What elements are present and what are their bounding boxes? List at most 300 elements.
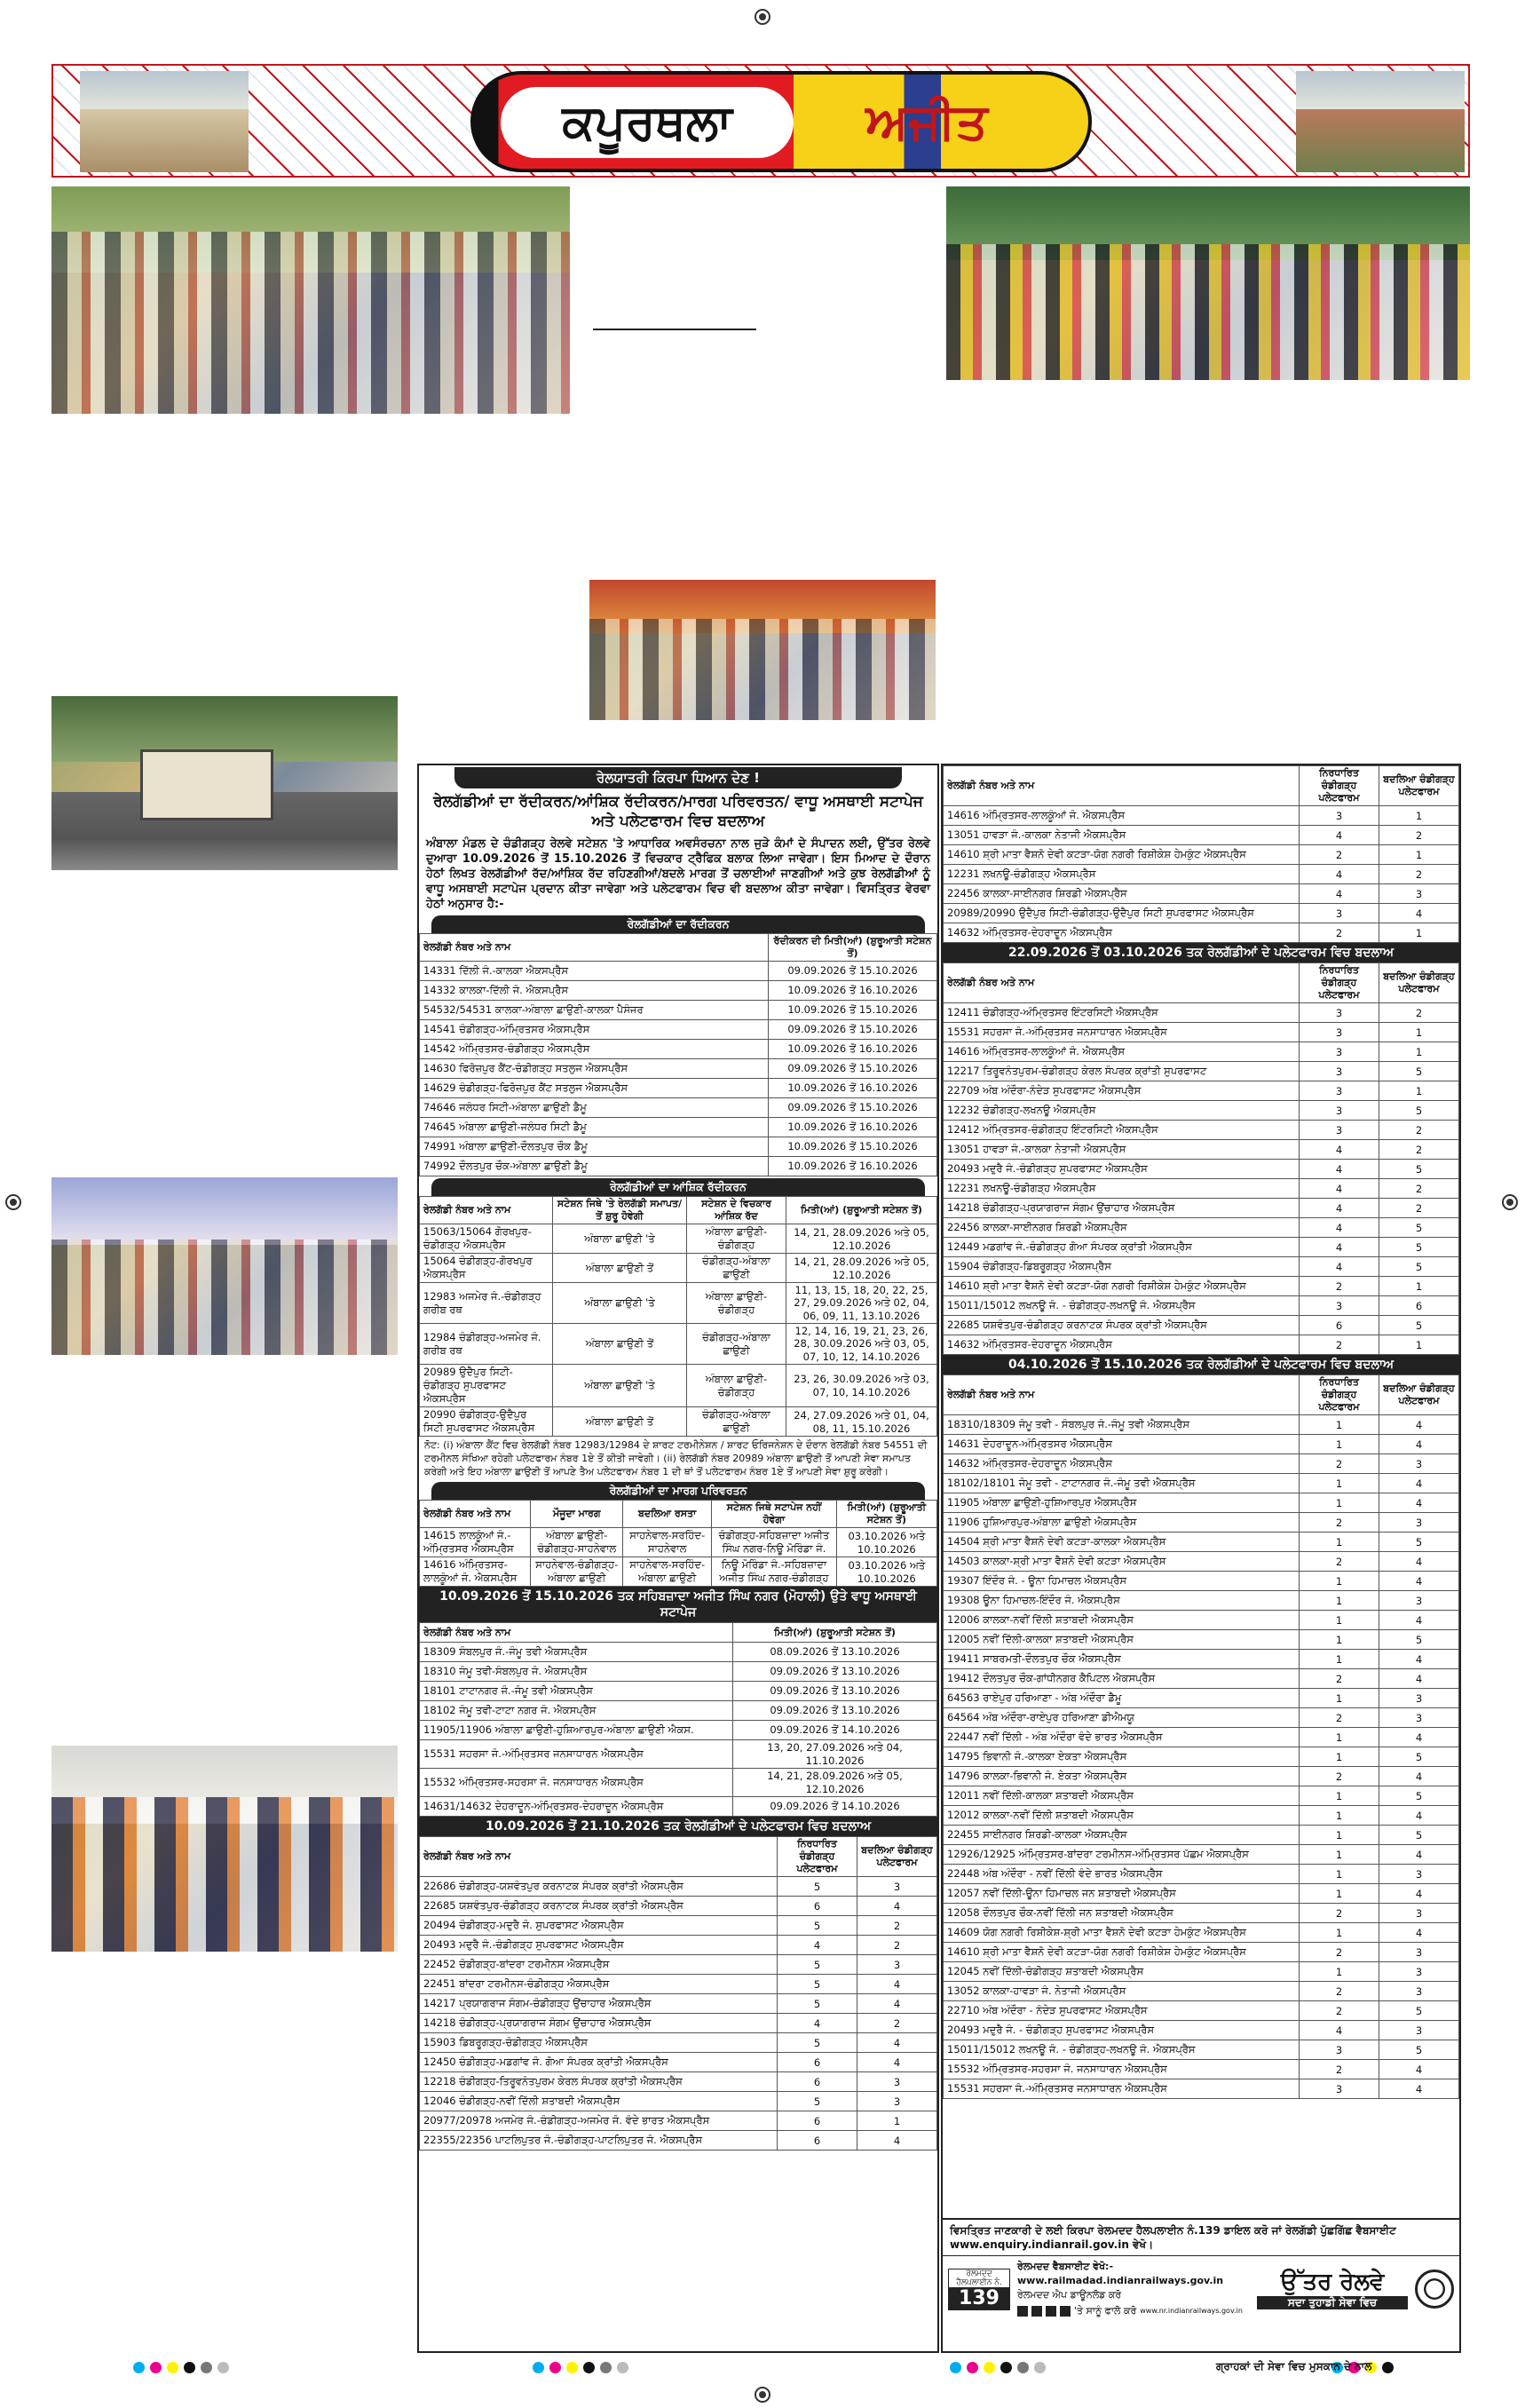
plat3-cell: 3 — [1300, 2079, 1379, 2099]
plat3-cell: 18310/18309 ਜੰਮੂ ਤਵੀ - ਸੰਬਲਪੁਰ ਜੰ.-ਜੰਮੂ ਤਵੀ ਐਕਸਪ੍ਰੈਸ — [944, 1415, 1300, 1435]
plat3-row — [944, 2001, 1459, 2021]
notice-subtitle: ਰੇਲਗੱਡੀਆਂ ਦਾ ਰੱਦੀਕਰਨ/ਆਂਸ਼ਿਕ ਰੱਦੀਕਰਨ/ਮਾਰਗ ਪਰਿਵਰਤਨ/ ਵਾਧੂ ਅਸਥਾਈ ਸਟਾਪੇਜ ਅਤੇ ਪਲੇਟਫਾਰਮ ਵਿਚ ਬਦਲਾਅ — [433, 793, 923, 830]
cancel-row — [420, 1079, 937, 1098]
plat3-row — [944, 1591, 1459, 1611]
indian-railways-logo — [1415, 2269, 1454, 2309]
cancel-cell: 14331 ਦਿੱਲੀ ਜੰ.-ਕਾਲਕਾ ਐਕਸਪ੍ਰੈਸ — [420, 962, 769, 981]
plat3-cell: 12057 ਨਵੀਂ ਦਿੱਲੀ-ਊਨਾ ਹਿਮਾਚਲ ਜਨ ਸ਼ਤਾਬਦੀ ਐਕਸਪ੍ਰੈਸ — [944, 1884, 1300, 1904]
photo-wrestling-event — [51, 186, 570, 414]
plat2-cell: 2 — [1300, 1277, 1379, 1296]
cancel-cell: 10.09.2026 ਤੋਂ 16.10.2026 — [769, 1118, 937, 1137]
cancel-cell: 09.09.2026 ਤੋਂ 15.10.2026 — [769, 1059, 937, 1079]
stop-row — [420, 1643, 937, 1662]
truck-shape — [140, 749, 273, 820]
divert-table — [419, 1500, 937, 1587]
app-download-label: ਰੇਲਮਦਦ ਐਪ ਡਾਊਨਲੋਡ ਕਰੋ — [1017, 2289, 1122, 2301]
plat2-cell: 20493 ਮਦੁਰੈ ਜੰ.-ਚੰਡੀਗੜ੍ਹ ਸੁਪਰਫਾਸਟ ਐਕਸਪ੍ਰੈਸ — [944, 1160, 1300, 1179]
plat3-cell: 4 — [1379, 1572, 1459, 1591]
cancel-row — [420, 1001, 937, 1020]
plat3-row — [944, 1826, 1459, 1845]
plat2-row — [944, 1218, 1459, 1238]
divert-row — [420, 1557, 937, 1587]
cancel-cell: 74991 ਅੰਬਾਲਾ ਛਾਉਣੀ-ਦੌਲਤਪੁਰ ਚੌਕ ਡੈਮੂ — [420, 1137, 769, 1157]
plat3-cell: 4 — [1379, 1767, 1459, 1786]
cancel-row — [420, 1118, 937, 1137]
plat2-col-train: ਰੇਲਗੱਡੀ ਨੰਬਰ ਅਤੇ ਨਾਮ — [944, 963, 1300, 1003]
plat3-cell: 19307 ਇੰਦੌਰ ਜੰ. - ਊਨਾ ਹਿਮਾਚਲ ਐਕਸਪ੍ਰੈਸ — [944, 1572, 1300, 1591]
cancel-cell: 74992 ਦੌਲਤਪੁਰ ਚੌਕ-ਅੰਬਾਲਾ ਛਾਉਣੀ ਡੈਮੂ — [420, 1157, 769, 1176]
plat2-cell: 1 — [1379, 1277, 1459, 1296]
plat2-cell: 12412 ਅੰਮ੍ਰਿਤਸਰ-ਚੰਡੀਗੜ੍ਹ ਇੰਟਰਸਿਟੀ ਐਕਸਪ੍ਰੈਸ — [944, 1121, 1300, 1140]
plat1-col-scheduled: ਨਿਰਧਾਰਿਤ ਚੰਡੀਗੜ੍ਹ ਪਲੇਟਫਾਰਮ — [778, 1837, 857, 1877]
photo-truck-road — [51, 696, 398, 870]
partial-cell: 14, 21, 28.09.2026 ਅਤੇ 05, 12.10.2026 — [786, 1254, 937, 1283]
plat3-cell: 14796 ਕਾਲਕਾ-ਭਿਵਾਨੀ ਜੰ. ਏਕਤਾ ਐਕਸਪ੍ਰੈਸ — [944, 1767, 1300, 1786]
cancel-cell: 10.09.2026 ਤੋਂ 16.10.2026 — [769, 1040, 937, 1059]
plat2-row — [944, 1003, 1459, 1023]
plat2-cell: 5 — [1379, 1238, 1459, 1257]
plat3-row — [944, 1689, 1459, 1708]
plat1-row — [420, 2072, 937, 2092]
plat3-cell: 1 — [1300, 1865, 1379, 1884]
plat3-cell: 4 — [1379, 2060, 1459, 2079]
photo-group-event — [589, 580, 936, 720]
plat3-cell: 4 — [1379, 2079, 1459, 2099]
plat1-cell: 5 — [778, 2033, 857, 2053]
plat2-cell: 1 — [1379, 1081, 1459, 1101]
plat2-cell: 5 — [1379, 1218, 1459, 1238]
plat2-cell: 22685 ਯਸ਼ਵੰਤਪੁਰ-ਚੰਡੀਗੜ੍ਹ ਕਰਨਾਟਕ ਸੰਪਰਕ ਕ੍ਰਾਂਤੀ ਐਕਸਪ੍ਰੈਸ — [944, 1316, 1300, 1335]
plat3-cell: 2 — [1300, 2060, 1379, 2079]
plat1-cell: 4 — [857, 2033, 937, 2053]
plat3-row — [944, 1572, 1459, 1591]
plat0-cell: 14610 ਸ਼੍ਰੀ ਮਾਤਾ ਵੈਸ਼ਨੋ ਦੇਵੀ ਕਟੜਾ-ਯੋਗ ਨਗਰੀ ਰਿਸ਼ੀਕੇਸ਼ ਹੇਮਕੁੰਟ ਐਕਸਪ੍ਰੈਸ — [944, 845, 1300, 865]
plat0-cell: 1 — [1379, 845, 1459, 865]
plat1-cell: 14218 ਚੰਡੀਗੜ੍ਹ-ਪ੍ਰਯਾਗਰਾਜ ਸੰਗਮ ਉਂਚਾਹਾਰ ਐਕਸਪ੍ਰੈਸ — [420, 2014, 778, 2033]
plat3-cell: 1 — [1300, 1786, 1379, 1806]
plat3-cell: 3 — [1379, 1982, 1459, 2001]
plat3-cell: 14609 ਯੋਗ ਨਗਰੀ ਰਿਸ਼ੀਕੇਸ਼-ਸ਼੍ਰੀ ਮਾਤਾ ਵੈਸ਼ਨੋ ਦੇਵੀ ਕਟੜਾ ਹੇਮਕੁੰਟ ਐਕਸਪ੍ਰੈਸ — [944, 1923, 1300, 1943]
plat2-cell: 2 — [1379, 1199, 1459, 1218]
divert-cell: 14615 ਲਾਲਕੂੰਆਂ ਜੰ.-ਅੰਮ੍ਰਿਤਸਰ ਐਕਸਪ੍ਰੈਸ — [420, 1528, 531, 1557]
cancel-cell: 10.09.2026 ਤੋਂ 16.10.2026 — [769, 1079, 937, 1098]
masthead-palace-photo — [80, 71, 249, 172]
registration-mark-bottom — [755, 2387, 770, 2403]
plat3-cell: 19411 ਸਾਬਰਮਤੀ-ਦੌਲਤਪੁਰ ਚੌਕ ਐਕਸਪ੍ਰੈਸ — [944, 1650, 1300, 1669]
cancel-cell: 54532/54531 ਕਾਲਕਾ-ਅੰਬਾਲਾ ਛਾਉਣੀ-ਕਾਲਕਾ ਪੈਸੰਜਰ — [420, 1001, 769, 1020]
plat3-row — [944, 1806, 1459, 1826]
cancel-cell: 14629 ਚੰਡੀਗੜ੍ਹ-ਫਿਰੋਜ਼ਪੁਰ ਕੈਂਟ ਸਤਲੁਜ ਐਕਸਪ੍ਰੈਸ — [420, 1079, 769, 1098]
plat3-cell: 2 — [1300, 1552, 1379, 1572]
masthead-title-left: ਕਪੂਰਥਲਾ — [501, 87, 794, 158]
plat2-cell: 15531 ਸਹਰਸਾ ਜੰ.-ਅੰਮ੍ਰਿਤਸਰ ਜਨਸਾਧਾਰਨ ਐਕਸਪ੍ਰੈਸ — [944, 1023, 1300, 1042]
plat2-cell: 5 — [1379, 1062, 1459, 1081]
plat3-cell: 3 — [1379, 1943, 1459, 1962]
plat3-row — [944, 1435, 1459, 1454]
plat3-row — [944, 1786, 1459, 1806]
cancel-row — [420, 981, 937, 1001]
plat2-table — [943, 962, 1459, 1355]
railway-notice-left — [417, 764, 939, 2353]
plat3-cell: 1 — [1300, 1689, 1379, 1708]
stop-cell: 09.09.2026 ਤੋਂ 13.10.2026 — [733, 1701, 937, 1721]
plat3-cell: 1 — [1300, 1474, 1379, 1493]
plat2-cell: 12232 ਚੰਡੀਗੜ੍ਹ-ਲਖਨਊ ਐਕਸਪ੍ਰੈਸ — [944, 1101, 1300, 1121]
partial-row — [420, 1283, 937, 1324]
cancel-cell: 10.09.2026 ਤੋਂ 15.10.2026 — [769, 1137, 937, 1157]
cancel-cell: 14332 ਕਾਲਕਾ-ਦਿੱਲੀ ਜੰ. ਐਕਸਪ੍ਰੈਸ — [420, 981, 769, 1001]
plat3-cell: 5 — [1379, 1826, 1459, 1845]
notice-intro: ਅੰਬਾਲਾ ਮੰਡਲ ਦੇ ਚੰਡੀਗੜ੍ਹ ਰੇਲਵੇ ਸਟੇਸ਼ਨ 'ਤੇ ਆਧਾਰਿਕ ਅਵਸੰਰਚਨਾ ਨਾਲ ਜੁੜੇ ਕੰਮਾਂ ਦੇ ਸੰਪਾਦਨ ਲਈ, ਉੱਤਰ ਰੇਲਵੇ ਦੁਆਰਾ 10.09.2026 ਤੋਂ 15.10.2026 ਤੋਂ ਵਿਚਕਾਰ ਟ੍ਰੈਫਿਕ ਬਲਾਕ ਲਿਆ ਜਾਵੇਗਾ। ਇਸ ਮਿਆਦ ਦੇ ਦੌਰਾਨ ਹੇਠਾਂ ਲਿਖਤ ਰੇਲਗੱਡੀਆਂ ਰੱਦ/ਆਂਸ਼ਿਕ ਰੱਦ ਰਹਿਣਗੀਆਂ/ਬਦਲੇ ਮਾਰਗ ਤੋਂ ਚਲਾਈਆਂ ਜਾਣਗੀਆਂ ਅਤੇ ਕੁਝ ਰੇਲਗੱਡੀਆਂ ਨੂੰ ਵਾਧੂ ਅਸਥਾਈ ਸਟਾਪੇਜ ਪ੍ਰਦਾਨ ਕੀਤਾ ਜਾਵੇਗਾ ਅਤੇ ਪਲੇਟਫਾਰਮ ਵਿਚ ਵੀ ਬਦਲਾਅ ਕੀਤਾ ਜਾਵੇਗਾ। ਵਿਸਤ੍ਰਿਤ ਵੇਰਵਾ ਹੇਠਾਂ ਅਨੁਸਾਰ ਹੈ:- — [426, 837, 930, 911]
plat3-row — [944, 1454, 1459, 1474]
partial-row — [420, 1365, 937, 1407]
partial-row — [420, 1324, 937, 1365]
plat1-cell: 2 — [857, 2014, 937, 2033]
plat2-cell: 2 — [1379, 1003, 1459, 1023]
plat2-row — [944, 1121, 1459, 1140]
plat3-row — [944, 1630, 1459, 1650]
cancel-cell: 09.09.2026 ਤੋਂ 15.10.2026 — [769, 1098, 937, 1118]
cancel-cell: 14541 ਚੰਡੀਗੜ੍ਹ-ਅੰਮ੍ਰਿਤਸਰ ਐਕਸਪ੍ਰੈਸ — [420, 1020, 769, 1040]
plat1-cell: 4 — [857, 1897, 937, 1916]
plat0-col-train: ਰੇਲਗੱਡੀ ਨੰਬਰ ਅਤੇ ਨਾਮ — [944, 766, 1300, 806]
plat3-cell: 4 — [1379, 1474, 1459, 1493]
plat1-cell: 1 — [857, 2111, 937, 2131]
plat3-cell: 1 — [1300, 1435, 1379, 1454]
plat2-cell: 2 — [1300, 1335, 1379, 1355]
cancel-cell: 09.09.2026 ਤੋਂ 15.10.2026 — [769, 1020, 937, 1040]
plat0-row — [944, 923, 1459, 943]
plat2-row — [944, 1042, 1459, 1062]
divert-cell: 03.10.2026 ਅਤੇ 10.10.2026 — [836, 1557, 936, 1587]
plat1-row — [420, 1916, 937, 1936]
plat3-cell: 12045 ਨਵੀਂ ਦਿੱਲੀ-ਚੰਡੀਗੜ੍ਹ ਸ਼ਤਾਬਦੀ ਐਕਸਪ੍ਰੈਸ — [944, 1962, 1300, 1982]
plat2-cell: 12217 ਤਿਰੂਵਨੰਤਪੁਰਮ-ਚੰਡੀਗੜ੍ਹ ਕੇਰਲ ਸੰਪਰਕ ਕ੍ਰਾਂਤੀ ਸੁਪਰਫਾਸਟ — [944, 1062, 1300, 1081]
partial-col-station: ਸਟੇਸ਼ਨ ਜਿਥੇ 'ਤੇ ਰੇਲਗੱਡੀ ਸਮਾਪਤ/ਤੋਂ ਸ਼ੁਰੂ ਹੋਵੇਗੀ — [553, 1197, 687, 1224]
stop-row — [420, 1682, 937, 1701]
stop-cell: 14, 21, 28.09.2026 ਅਤੇ 05, 12.10.2026 — [733, 1769, 937, 1797]
plat3-cell: 14631 ਦੇਹਰਾਦੂਨ-ਅੰਮ੍ਰਿਤਸਰ ਐਕਸਪ੍ਰੈਸ — [944, 1435, 1300, 1454]
plat2-cell: 3 — [1300, 1023, 1379, 1042]
cancel-cell: 10.09.2026 ਤੋਂ 15.10.2026 — [769, 1001, 937, 1020]
partial-cell: 11, 13, 15, 18, 20, 22, 25, 27, 29.09.2026 ਅਤੇ 02, 04, 06, 09, 11, 13.10.2026 — [786, 1283, 937, 1324]
cancel-col-train: ਰੇਲਗੱਡੀ ਨੰਬਰ ਅਤੇ ਨਾਮ — [420, 934, 769, 962]
plat1-cell: 5 — [778, 1975, 857, 1994]
partial-table — [419, 1196, 937, 1437]
plat2-cell: 4 — [1300, 1140, 1379, 1160]
plat3-cell: 12011 ਨਵੀਂ ਦਿੱਲੀ-ਕਾਲਕਾ ਸ਼ਤਾਬਦੀ ਐਕਸਪ੍ਰੈਸ — [944, 1786, 1300, 1806]
stop-cell: 09.09.2026 ਤੋਂ 14.10.2026 — [733, 1721, 937, 1740]
plat1-cell: 2 — [857, 1936, 937, 1955]
plat3-cell: 3 — [1379, 1513, 1459, 1533]
plat2-cell: 5 — [1379, 1101, 1459, 1121]
divert-col-train: ਰੇਲਗੱਡੀ ਨੰਬਰ ਅਤੇ ਨਾਮ — [420, 1501, 531, 1528]
plat3-row — [944, 1552, 1459, 1572]
plat1-row — [420, 2053, 937, 2072]
stop-row — [420, 1721, 937, 1740]
website-label: ਰੇਲਮਦਦ ਵੈਬਸਾਈਟ ਵੇਖੋ:- — [1017, 2261, 1114, 2272]
plat3-cell: 15532 ਅੰਮ੍ਰਿਤਸਰ-ਸਹਰਸਾ ਜੰ. ਜਨਸਾਧਾਰਨ ਐਕਸਪ੍ਰੈਸ — [944, 2060, 1300, 2079]
plat1-row — [420, 2131, 937, 2151]
plat0-cell: 14632 ਅੰਮ੍ਰਿਤਸਰ-ਦੇਹਰਾਦੂਨ ਐਕਸਪ੍ਰੈਸ — [944, 923, 1300, 943]
plat3-cell: 4 — [1379, 1669, 1459, 1689]
plat1-cell: 22685 ਯਸ਼ਵੰਤਪੁਰ-ਚੰਡੀਗੜ੍ਹ ਕਰਨਾਟਕ ਸੰਪਰਕ ਕ੍ਰਾਂਤੀ ਐਕਸਪ੍ਰੈਸ — [420, 1897, 778, 1916]
plat3-col-changed: ਬਦਲਿਆ ਚੰਡੀਗੜ੍ਹ ਪਲੇਟਫਾਰਮ — [1379, 1375, 1459, 1415]
stop-cell: 09.09.2026 ਤੋਂ 13.10.2026 — [733, 1662, 937, 1682]
partial-cell: ਅੰਬਾਲਾ ਛਾਉਣੀ 'ਤੇ — [553, 1365, 687, 1407]
plat3-cell: 2 — [1300, 1513, 1379, 1533]
partial-cell: 12, 14, 16, 19, 21, 23, 26, 28, 30.09.2026 ਅਤੇ 03, 05, 07, 10, 12, 14.10.2026 — [786, 1324, 937, 1365]
notice-footer — [943, 2218, 1459, 2351]
plat1-cell: 22451 ਬਾਂਦਰਾ ਟਰਮੀਨਸ-ਚੰਡੀਗੜ੍ਹ ਐਕਸਪ੍ਰੈਸ — [420, 1975, 778, 1994]
stop-cell: 09.09.2026 ਤੋਂ 13.10.2026 — [733, 1682, 937, 1701]
social-icons — [1017, 2306, 1071, 2317]
plat2-cell: 3 — [1300, 1101, 1379, 1121]
plat2-cell: 2 — [1379, 1140, 1459, 1160]
plat0-row — [944, 826, 1459, 845]
plat3-cell: 13052 ਕਾਲਕਾ-ਹਾਵੜਾ ਜੰ. ਨੇਤਾਜੀ ਐਕਸਪ੍ਰੈਸ — [944, 1982, 1300, 2001]
stop-cell: 09.09.2026 ਤੋਂ 14.10.2026 — [733, 1797, 937, 1817]
plat3-row — [944, 2060, 1459, 2079]
plat1-cell: 20493 ਮਦੁਰੈ ਜੰ.-ਚੰਡੀਗੜ੍ਹ ਸੁਪਰਫਾਸਟ ਐਕਸਪ੍ਰੈਸ — [420, 1936, 778, 1955]
stop-cell: 13, 20, 27.09.2026 ਅਤੇ 04, 11.10.2026 — [733, 1740, 937, 1769]
plat1-cell: 12218 ਚੰਡੀਗੜ੍ਹ-ਤਿਰੂਵਨੰਤਪੁਰਮ ਕੇਰਲ ਸੰਪਰਕ ਕ੍ਰਾਂਤੀ ਐਕਸਪ੍ਰੈਸ — [420, 2072, 778, 2092]
plat3-cell: 3 — [1379, 1904, 1459, 1923]
plat3-row — [944, 1728, 1459, 1747]
plat1-cell: 4 — [778, 2014, 857, 2033]
partial-row — [420, 1407, 937, 1437]
photo-sports-team — [946, 186, 1470, 380]
plat2-cell: 22456 ਕਾਲਕਾ-ਸਾਈਨਗਰ ਸ਼ਿਰਡੀ ਐਕਸਪ੍ਰੈਸ — [944, 1218, 1300, 1238]
plat2-row — [944, 1179, 1459, 1199]
plat3-col-scheduled: ਨਿਰਧਾਰਿਤ ਚੰਡੀਗੜ੍ਹ ਪਲੇਟਫਾਰਮ — [1300, 1375, 1379, 1415]
stop-cell: 15532 ਅੰਮ੍ਰਿਤਸਰ-ਸਹਰਸਾ ਜੰ. ਜਨਸਾਧਾਰਨ ਐਕਸਪ੍ਰੈਸ — [420, 1769, 733, 1797]
plat3-table — [943, 1374, 1459, 2099]
stop-row — [420, 1701, 937, 1721]
cancel-row — [420, 1137, 937, 1157]
plat3-row — [944, 1884, 1459, 1904]
partial-cell: ਅੰਬਾਲਾ ਛਾਉਣੀ 'ਤੇ — [553, 1224, 687, 1254]
stop-cell: 15531 ਸਹਰਸਾ ਜੰ.-ਅੰਮ੍ਰਿਤਸਰ ਜਨਸਾਧਾਰਨ ਐਕਸਪ੍ਰੈਸ — [420, 1740, 733, 1769]
plat2-cell: 3 — [1300, 1121, 1379, 1140]
plat1-cell: 12450 ਚੰਡੀਗੜ੍ਹ-ਮਡਗਾਂਵ ਜੰ. ਗੋਆ ਸੰਪਰਕ ਕ੍ਰਾਂਤੀ ਐਕਸਪ੍ਰੈਸ — [420, 2053, 778, 2072]
plat3-cell: 1 — [1300, 1806, 1379, 1826]
plat3-cell: 5 — [1379, 2040, 1459, 2060]
color-bar-middle — [533, 2362, 628, 2373]
cancel-row — [420, 1059, 937, 1079]
plat3-cell: 4 — [1379, 1650, 1459, 1669]
brand-tagline: ਸਦਾ ਤੁਹਾਡੀ ਸੇਵਾ ਵਿਚ — [1257, 2296, 1408, 2309]
plat0-cell: 4 — [1300, 884, 1379, 904]
plat2-cell: 14610 ਸ਼੍ਰੀ ਮਾਤਾ ਵੈਸ਼ਨੋ ਦੇਵੀ ਕਟੜਾ-ਯੋਗ ਨਗਰੀ ਰਿਸ਼ੀਕੇਸ਼ ਹੇਮਕੁੰਟ ਐਕਸਪ੍ਰੈਸ — [944, 1277, 1300, 1296]
stop-cell: 18102 ਜੰਮੂ ਤਵੀ-ਟਾਟਾ ਨਗਰ ਜੰ. ਐਕਸਪ੍ਰੈਸ — [420, 1701, 733, 1721]
plat2-cell: 14218 ਚੰਡੀਗੜ੍ਹ-ਪ੍ਰਯਾਗਰਾਜ ਸੰਗਮ ਉਂਚਾਹਾਰ ਐਕਸਪ੍ਰੈਸ — [944, 1199, 1300, 1218]
plat2-row — [944, 1316, 1459, 1335]
plat1-row — [420, 1936, 937, 1955]
plat3-cell: 22448 ਅੰਬ ਅੰਦੌਰਾ - ਨਵੀਂ ਦਿੱਲੀ ਵੰਦੇ ਭਾਰਤ ਐਕਸਪ੍ਰੈਸ — [944, 1865, 1300, 1884]
plat3-cell: 1 — [1300, 1923, 1379, 1943]
plat1-cell: 20977/20978 ਅਜਮੇਰ ਜੰ.-ਚੰਡੀਗੜ੍ਹ-ਅਜਮੇਰ ਜੰ. ਵੰਦੇ ਭਾਰਤ ਐਕਸਪ੍ਰੈਸ — [420, 2111, 778, 2131]
plat3-row — [944, 2021, 1459, 2040]
plat3-cell: 1 — [1300, 1747, 1379, 1767]
plat3-cell: 4 — [1379, 1611, 1459, 1630]
stop-cell: 18309 ਸੰਬਲਪੁਰ ਜੰ.-ਜੰਮੂ ਤਵੀ ਐਕਸਪ੍ਰੈਸ — [420, 1643, 733, 1662]
plat1-cell: 12046 ਚੰਡੀਗੜ੍ਹ-ਨਵੀਂ ਦਿੱਲੀ ਸ਼ਤਾਬਦੀ ਐਕਸਪ੍ਰੈਸ — [420, 2092, 778, 2111]
plat3-cell: 5 — [1379, 1630, 1459, 1650]
plat3-cell: 19412 ਦੌਲਤਪੁਰ ਚੌਕ-ਗਾਂਧੀਨਗਰ ਕੈਪਿਟਲ ਐਕਸਪ੍ਰੈਸ — [944, 1669, 1300, 1689]
partial-cell: 24, 27.09.2026 ਅਤੇ 01, 04, 08, 11, 15.10.2026 — [786, 1407, 937, 1437]
plat3-cell: 5 — [1379, 1786, 1459, 1806]
plat0-cell: 12231 ਲਖਨਊ-ਚੰਡੀਗੜ੍ਹ ਐਕਸਪ੍ਰੈਸ — [944, 865, 1300, 884]
plat1-cell: 3 — [857, 1877, 937, 1897]
plat3-row — [944, 1865, 1459, 1884]
plat0-cell: 1 — [1379, 806, 1459, 826]
plat1-col-changed: ਬਦਲਿਆ ਚੰਡੀਗੜ੍ਹ ਪਲੇਟਫਾਰਮ — [857, 1837, 937, 1877]
plat2-row — [944, 1101, 1459, 1121]
plat1-cell: 6 — [778, 2053, 857, 2072]
partial-cell: 12984 ਚੰਡੀਗੜ੍ਹ-ਅਜਮੇਰ ਜੰ. ਗਰੀਬ ਰਥ — [420, 1324, 553, 1365]
plat2-row — [944, 1023, 1459, 1042]
plat3-cell: 3 — [1379, 1708, 1459, 1728]
plat2-row — [944, 1296, 1459, 1316]
plat0-col-changed: ਬਦਲਿਆ ਚੰਡੀਗੜ੍ਹ ਪਲੇਟਫਾਰਮ — [1379, 766, 1459, 806]
masthead-title-right: ਅਜੀਤ — [865, 93, 988, 151]
plat1-cell: 3 — [857, 2072, 937, 2092]
plat0-row — [944, 904, 1459, 923]
stop-row — [420, 1769, 937, 1797]
stop-row — [420, 1740, 937, 1769]
plat3-cell: 2 — [1300, 1943, 1379, 1962]
divert-col-dates: ਮਿਤੀ(ਆਂ) (ਸ਼ੁਰੂਆਤੀ ਸਟੇਸ਼ਨ ਤੋਂ) — [836, 1501, 936, 1528]
plat0-cell: 1 — [1379, 923, 1459, 943]
stop-cell: 11905/11906 ਅੰਬਾਲਾ ਛਾਉਣੀ-ਹੁਸ਼ਿਆਰਪੁਰ-ਅੰਬਾਲਾ ਛਾਉਣੀ ਐਕਸ. — [420, 1721, 733, 1740]
color-bar-left — [133, 2362, 229, 2373]
partial-col-between: ਸਟੇਸ਼ਨ ਦੇ ਵਿਚਕਾਰ ਆਂਸ਼ਿਕ ਰੱਦ — [687, 1197, 786, 1224]
plat3-row — [944, 1845, 1459, 1865]
divert-cell: ਚੰਡੀਗੜ੍ਹ-ਸਹਿਬਜ਼ਾਦਾ ਅਜੀਤ ਸਿੰਘ ਨਗਰ-ਨਿਊ ਮੋਰਿੰਡਾ ਜੰ. — [712, 1528, 836, 1557]
divert-cell: ਅੰਬਾਲਾ ਛਾਉਣੀ-ਚੰਡੀਗੜ੍ਹ-ਸਾਹਨੇਵਾਲ — [531, 1528, 623, 1557]
plat3-row — [944, 1923, 1459, 1943]
plat2-col-changed: ਬਦਲਿਆ ਚੰਡੀਗੜ੍ਹ ਪਲੇਟਫਾਰਮ — [1379, 963, 1459, 1003]
plat3-row — [944, 1669, 1459, 1689]
plat2-cell: 1 — [1379, 1023, 1459, 1042]
plat3-cell: 18102/18101 ਜੰਮੂ ਤਵੀ - ਟਾਟਾਨਗਰ ਜੰ.-ਜੰਮੂ ਤਵੀ ਐਕਸਪ੍ਰੈਸ — [944, 1474, 1300, 1493]
social-follow-text: 'ਤੇ ਸਾਨੂੰ ਫਾਲੋ ਕਰੋ — [1074, 2305, 1137, 2317]
plat3-cell: 1 — [1300, 1591, 1379, 1611]
plat3-cell: 5 — [1379, 1533, 1459, 1552]
plat1-cell: 5 — [778, 1916, 857, 1936]
plat0-cell: 4 — [1300, 865, 1379, 884]
plat3-cell: 4 — [1379, 1728, 1459, 1747]
plat3-row — [944, 1767, 1459, 1786]
plat2-cell: 15904 ਚੰਡੀਗੜ੍ਹ-ਡਿਬਰੂਗੜ੍ਹ ਐਕਸਪ੍ਰੈਸ — [944, 1257, 1300, 1277]
partial-col-dates: ਮਿਤੀ(ਆਂ) (ਸ਼ੁਰੂਆਤੀ ਸਟੇਸ਼ਨ ਤੋਂ) — [786, 1197, 937, 1224]
plat2-cell: 12231 ਲਖਨਊ-ਚੰਡੀਗੜ੍ਹ ਐਕਸਪ੍ਰੈਸ — [944, 1179, 1300, 1199]
partial-row — [420, 1224, 937, 1254]
plat3-row — [944, 1982, 1459, 2001]
plat3-cell: 4 — [1379, 1493, 1459, 1513]
partial-cell: 20989 ਉਦੈਪੁਰ ਸਿਟੀ-ਚੰਡੀਗੜ੍ਹ ਸੁਪਰਫਾਸਟ ਐਕਸਪ੍ਰੈਸ — [420, 1365, 553, 1407]
divert-col-new: ਬਦਲਿਆ ਰਸਤਾ — [623, 1501, 712, 1528]
plat3-cell: 14632 ਅੰਮ੍ਰਿਤਸਰ-ਦੇਹਰਾਦੂਨ ਐਕਸਪ੍ਰੈਸ — [944, 1454, 1300, 1474]
plat1-cell: 6 — [778, 2131, 857, 2151]
photo-award-ceremony — [51, 1746, 398, 1952]
plat2-cell: 5 — [1379, 1160, 1459, 1179]
plat3-cell: 1 — [1300, 1826, 1379, 1845]
plat0-row — [944, 865, 1459, 884]
plat2-cell: 13051 ਹਾਵੜਾ ਜੰ.-ਕਾਲਕਾ ਨੇਤਾਜੀ ਐਕਸਪ੍ਰੈਸ — [944, 1140, 1300, 1160]
plat2-cell: 6 — [1300, 1316, 1379, 1335]
plat3-row — [944, 1904, 1459, 1923]
plat2-cell: 1 — [1379, 1335, 1459, 1355]
plat3-row — [944, 1415, 1459, 1435]
plat1-cell: 5 — [778, 1877, 857, 1897]
partial-cell: ਅੰਬਾਲਾ ਛਾਉਣੀ-ਚੰਡੀਗੜ੍ਹ — [687, 1365, 786, 1407]
plat3-row — [944, 1943, 1459, 1962]
plat3-cell: 3 — [1379, 1591, 1459, 1611]
cancel-cell: 14542 ਅੰਮ੍ਰਿਤਸਰ-ਚੰਡੀਗੜ੍ਹ ਐਕਸਪ੍ਰੈਸ — [420, 1040, 769, 1059]
plat2-row — [944, 1199, 1459, 1218]
plat3-cell: 14504 ਸ਼੍ਰੀ ਮਾਤਾ ਵੈਸ਼ਨੋ ਦੇਵੀ ਕਟੜਾ-ਕਾਲਕਾ ਐਕਸਪ੍ਰੈਸ — [944, 1533, 1300, 1552]
stop-table — [419, 1622, 937, 1817]
footer-note: ਵਿਸਤ੍ਰਿਤ ਜਾਣਕਾਰੀ ਦੇ ਲਈ ਕਿਰਪਾ ਰੇਲਮਦਦ ਹੈਲਪਲਾਈਨ ਨੰ.139 ਡਾਇਲ ਕਰੋ ਜਾਂ ਰੇਲਗੱਡੀ ਪੁੱਛਗਿੱਛ ਵੈਬਸਾਈਟ www.enquiry.indianrail.gov.in ਵੇਖੋ। — [943, 2220, 1459, 2256]
cancel-cell: 10.09.2026 ਤੋਂ 16.10.2026 — [769, 1157, 937, 1176]
divert-cell: 14616 ਅੰਮ੍ਰਿਤਸਰ-ਲਾਲਕੂੰਆਂ ਜੰ. ਐਕਸਪ੍ਰੈਸ — [420, 1557, 531, 1587]
plat3-cell: 3 — [1379, 1689, 1459, 1708]
cancel-col-dates: ਰੱਦੀਕਰਨ ਦੀ ਮਿਤੀ(ਆਂ) (ਸ਼ੁਰੂਆਤੀ ਸਟੇਸ਼ਨ ਤੋਂ) — [769, 934, 937, 962]
social-handle[interactable]: www.nr.indianrailways.gov.in — [1140, 2307, 1243, 2315]
plat3-cell: 11906 ਹੁਸ਼ਿਆਰਪੁਰ-ਅੰਬਾਲਾ ਛਾਉਣੀ ਐਕਸਪ੍ਰੈਸ — [944, 1513, 1300, 1533]
plat2-cell: 3 — [1300, 1081, 1379, 1101]
plat3-cell: 1 — [1300, 1493, 1379, 1513]
masthead-logo — [470, 71, 1092, 172]
divert-row — [420, 1528, 937, 1557]
divert-cell: ਸਾਹਨੇਵਾਲ-ਚੰਡੀਗੜ੍ਹ-ਅੰਬਾਲਾ ਛਾਉਣੀ — [531, 1557, 623, 1587]
plat2-cell: 4 — [1300, 1199, 1379, 1218]
plat2-row — [944, 1335, 1459, 1355]
plat3-cell: 4 — [1379, 1552, 1459, 1572]
plat3-cell: 2 — [1300, 1767, 1379, 1786]
registration-mark-left — [5, 1194, 21, 1210]
stop-cell: 18310 ਜੰਮੂ ਤਵੀ-ਸੰਬਲਪੁਰ ਜੰ. ਐਕਸਪ੍ਰੈਸ — [420, 1662, 733, 1682]
cancel-cell: 14630 ਫਿਰੋਜ਼ਪੁਰ ਕੈਂਟ-ਚੰਡੀਗੜ੍ਹ ਸਤਲੁਜ ਐਕਸਪ੍ਰੈਸ — [420, 1059, 769, 1079]
registration-mark-top — [755, 9, 770, 25]
plat0-cell: 2 — [1300, 845, 1379, 865]
plat3-cell: 1 — [1300, 1630, 1379, 1650]
plat1-row — [420, 2033, 937, 2053]
divert-cell: 03.10.2026 ਅਤੇ 10.10.2026 — [836, 1528, 936, 1557]
plat3-cell: 2 — [1300, 1669, 1379, 1689]
cancel-table — [419, 933, 937, 1176]
stop-section-head: 10.09.2026 ਤੋਂ 15.10.2026 ਤਕ ਸਹਿਬਜ਼ਾਦਾ ਅਜੀਤ ਸਿੰਘ ਨਗਰ (ਮੋਹਾਲੀ) ਉਤੇ ਵਾਧੂ ਅਸਥਾਈ ਸਟਾਪੇਜ — [419, 1587, 937, 1622]
partial-row — [420, 1254, 937, 1283]
divert-cell: ਨਿਊ ਮੋਰਿੰਡਾ ਜੰ.-ਸਹਿਬਜ਼ਾਦਾ ਅਜੀਤ ਸਿੰਘ ਨਗਰ-ਚੰਡੀਗੜ੍ਹ — [712, 1557, 836, 1587]
plat2-cell: 2 — [1379, 1121, 1459, 1140]
plat1-row — [420, 1955, 937, 1975]
masthead — [51, 64, 1470, 178]
plat3-cell: 4 — [1379, 1435, 1459, 1454]
plat3-cell: 64564 ਅੰਬ ਅੰਦੌਰਾ-ਰਾਏਪੁਰ ਹਰਿਆਣਾ ਡੀਐਮਯੂ — [944, 1708, 1300, 1728]
cancel-row — [420, 1157, 937, 1176]
plat3-cell: 1 — [1300, 1962, 1379, 1982]
plat2-row — [944, 1140, 1459, 1160]
website-link[interactable]: www.railmadad.indianrailways.gov.in — [1017, 2275, 1224, 2286]
partial-cell: ਚੰਡੀਗੜ੍ਹ-ਅੰਬਾਲਾ ਛਾਉਣੀ — [687, 1324, 786, 1365]
plat1-row — [420, 2092, 937, 2111]
plat1-cell: 4 — [857, 1994, 937, 2014]
plat3-cell: 3 — [1379, 1865, 1459, 1884]
plat3-row — [944, 2079, 1459, 2099]
